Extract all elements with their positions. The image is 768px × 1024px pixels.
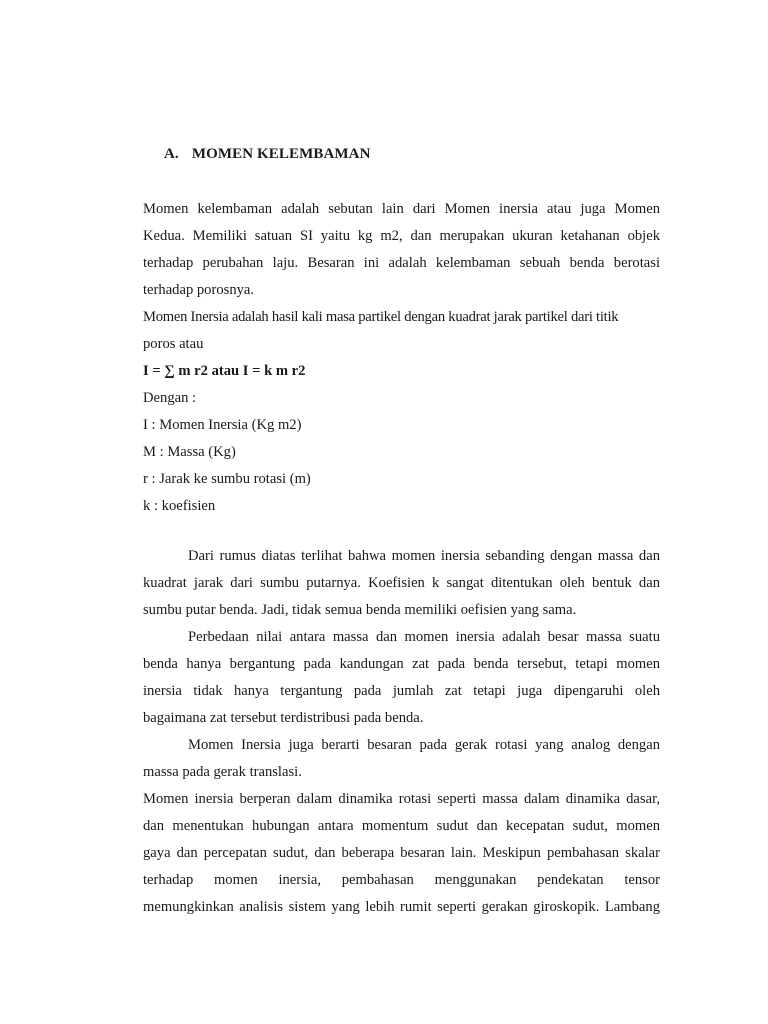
text-line: poros atau <box>143 336 204 352</box>
text-line: bagaimana zat tersebut terdistribusi pada benda. <box>143 710 424 726</box>
definitions-intro: Dengan : <box>143 390 197 406</box>
text-line: inersia tidak hanya tergantung pada jumlah zat tetapi juga dipengaruhi oleh <box>143 683 660 699</box>
text-line: benda hanya bergantung pada kandungan zat pada benda tersebut, tetapi momen <box>143 656 660 672</box>
text-line: Perbedaan nilai antara massa dan momen inersia adalah besar massa suatu <box>188 629 660 645</box>
text-line: massa pada gerak translasi. <box>143 764 302 780</box>
text-line: kuadrat jarak dari sumbu putarnya. Koefisien k sangat ditentukan oleh bentuk dan <box>143 575 660 591</box>
text-line: terhadap perubahan laju. Besaran ini adalah kelembaman sebuah benda berotasi <box>143 255 660 271</box>
text-line: Momen inersia berperan dalam dinamika rotasi seperti massa dalam dinamika dasar, <box>143 791 660 807</box>
text-line: terhadap porosnya. <box>143 282 255 298</box>
text-line: Momen Inersia juga berarti besaran pada gerak rotasi yang analog dengan <box>188 737 660 753</box>
paragraph-definition <box>143 196 660 520</box>
definition-item: M : Massa (Kg) <box>143 444 236 460</box>
text-line: Kedua. Memiliki satuan SI yaitu kg m2, dan merupakan ukuran ketahanan objek <box>143 228 660 244</box>
text-line: Dari rumus diatas terlihat bahwa momen inersia sebanding dengan massa dan <box>188 548 660 564</box>
definition-item: k : koefisien <box>143 498 216 514</box>
definition-item: r : Jarak ke sumbu rotasi (m) <box>143 471 311 487</box>
text-line: terhadap momen inersia, pembahasan menggunakan pendekatan tensor <box>143 872 660 888</box>
text-line: sumbu putar benda. Jadi, tidak semua benda memiliki oefisien yang sama. <box>143 602 577 618</box>
definition-item: I : Momen Inersia (Kg m2) <box>143 417 302 433</box>
paragraph-explanation <box>143 543 660 921</box>
section-heading <box>164 146 371 163</box>
text-line: gaya dan percepatan sudut, dan beberapa besaran lain. Meskipun pembahasan skalar <box>143 845 660 861</box>
text-line: Momen Inersia adalah hasil kali masa partikel dengan kuadrat jarak partikel dari titik <box>143 309 619 325</box>
section-number: A. <box>164 146 179 162</box>
text-line: memungkinkan analisis sistem yang lebih rumit seperti gerakan giroskopik. Lambang <box>143 899 660 915</box>
text-line: dan menentukan hubungan antara momentum sudut dan kecepatan sudut, momen <box>143 818 660 834</box>
text-line: Momen kelembaman adalah sebutan lain dari Momen inersia atau juga Momen <box>143 201 660 217</box>
formula: I = ∑ m r2 atau I = k m r2 <box>143 363 306 379</box>
section-title: MOMEN KELEMBAMAN <box>191 146 371 162</box>
